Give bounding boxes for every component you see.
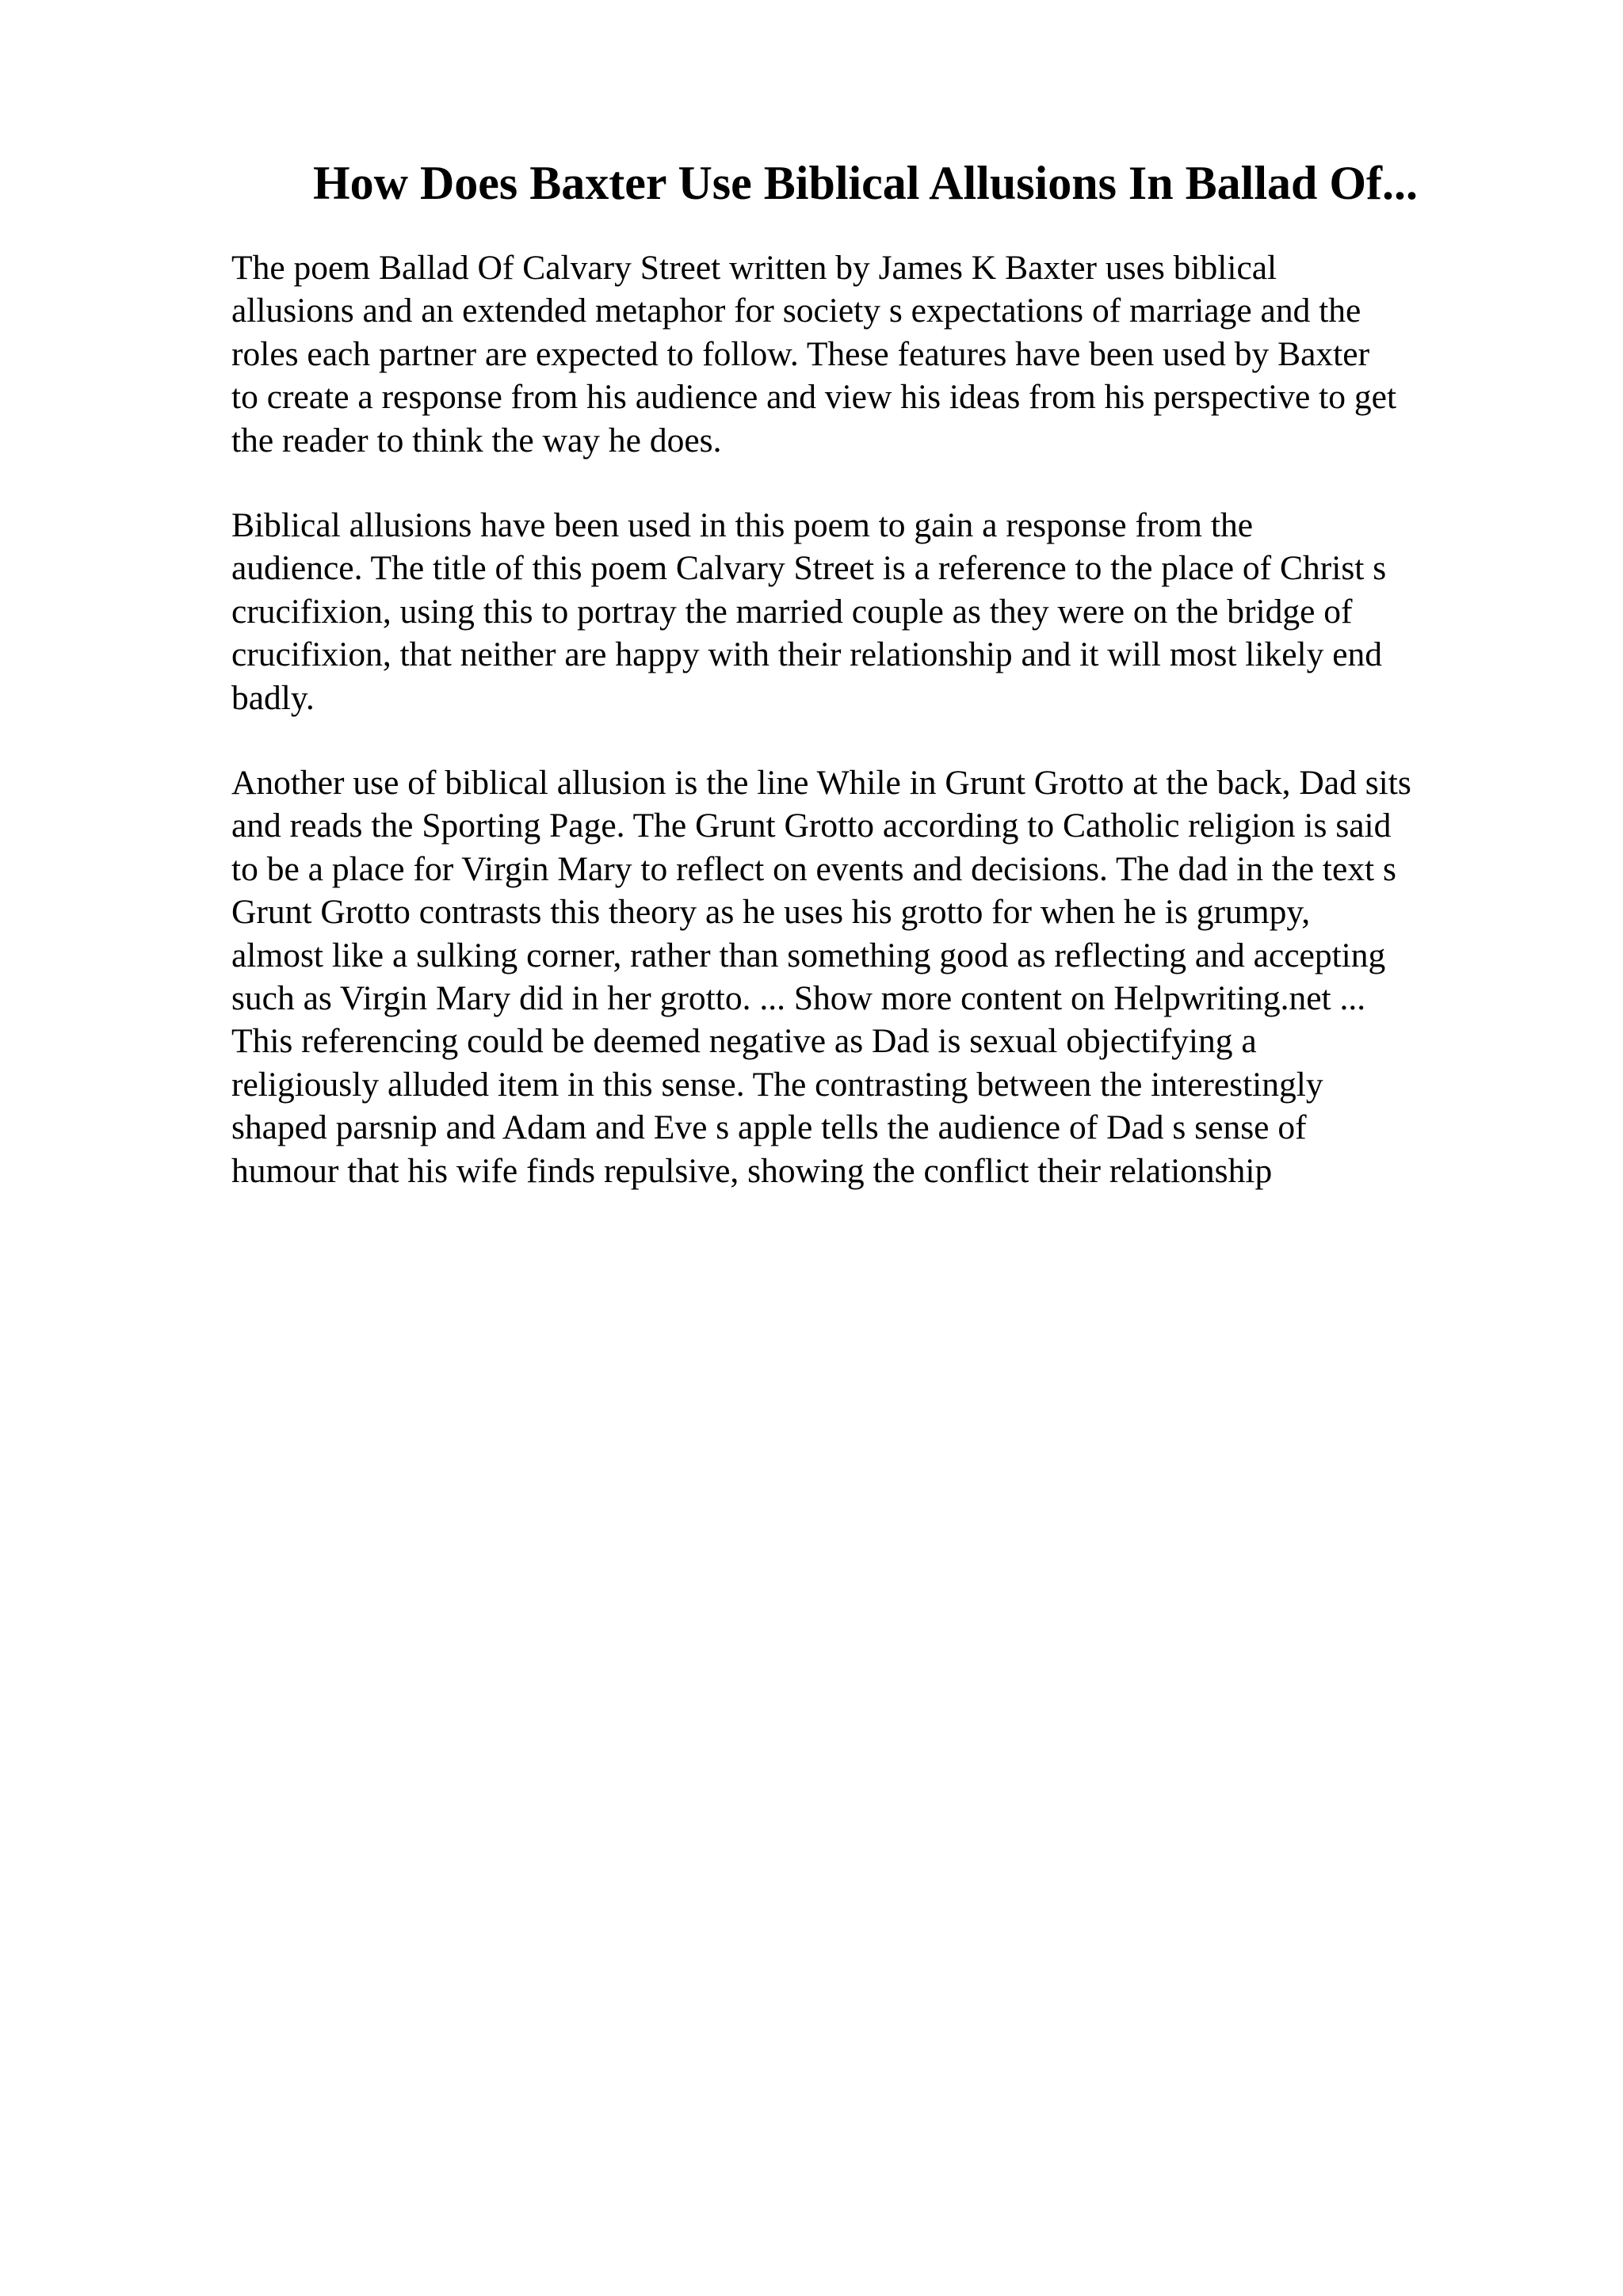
text-line: to create a response from his audience and view his ideas from his perspective to get bbox=[231, 378, 1397, 417]
text-line: allusions and an extended metaphor for society s expectations of marriage and the bbox=[231, 292, 1361, 330]
text-line: to be a place for Virgin Mary to reflect on events and decisions. The dad in the text s bbox=[231, 849, 1396, 888]
text-line: Biblical allusions have been used in this poem to gain a response from the bbox=[231, 506, 1254, 544]
text-line: humour that his wife finds repulsive, showing the conflict their relationship bbox=[231, 1151, 1273, 1190]
paragraph-introduction bbox=[231, 246, 1515, 462]
text-line: shaped parsnip and Adam and Eve s apple tells the audience of Dad s sense of bbox=[231, 1108, 1307, 1147]
paragraph-calvary-street bbox=[231, 504, 1515, 719]
page-title: How Does Baxter Use Biblical Allusions In Ballad Of... bbox=[312, 157, 1419, 209]
text-line: This referencing could be deemed negative as Dad is sexual objectifying a bbox=[231, 1022, 1257, 1061]
text-line: and reads the Sporting Page. The Grunt Grotto according to Catholic religion is said bbox=[231, 807, 1392, 845]
text-line: almost like a sulking corner, rather than something good as reflecting and accepting bbox=[231, 936, 1386, 974]
text-line: badly. bbox=[231, 678, 315, 717]
text-line: religiously alluded item in this sense. The contrasting between the interestingly bbox=[231, 1065, 1323, 1104]
text-line: such as Virgin Mary did in her grotto. ... Show more content on Helpwriting.net ... bbox=[231, 979, 1366, 1018]
text-line: crucifixion, that neither are happy with their relationship and it will most likely end bbox=[231, 635, 1383, 674]
text-line: Another use of biblical allusion is the line While in Grunt Grotto at the back, Dad sits bbox=[231, 764, 1411, 802]
text-line: the reader to think the way he does. bbox=[231, 421, 722, 460]
text-line: audience. The title of this poem Calvary Street is a reference to the place of Christ s bbox=[231, 549, 1387, 588]
text-line: Grunt Grotto contrasts this theory as he uses his grotto for when he is grumpy, bbox=[231, 893, 1311, 932]
text-line: The poem Ballad Of Calvary Street written by James K Baxter uses biblical bbox=[231, 249, 1277, 287]
text-line: crucifixion, using this to portray the married couple as they were on the bridge of bbox=[231, 592, 1353, 631]
paragraph-grunt-grotto bbox=[231, 761, 1515, 1192]
text-line: roles each partner are expected to follow. These features have been used by Baxter bbox=[231, 334, 1370, 373]
